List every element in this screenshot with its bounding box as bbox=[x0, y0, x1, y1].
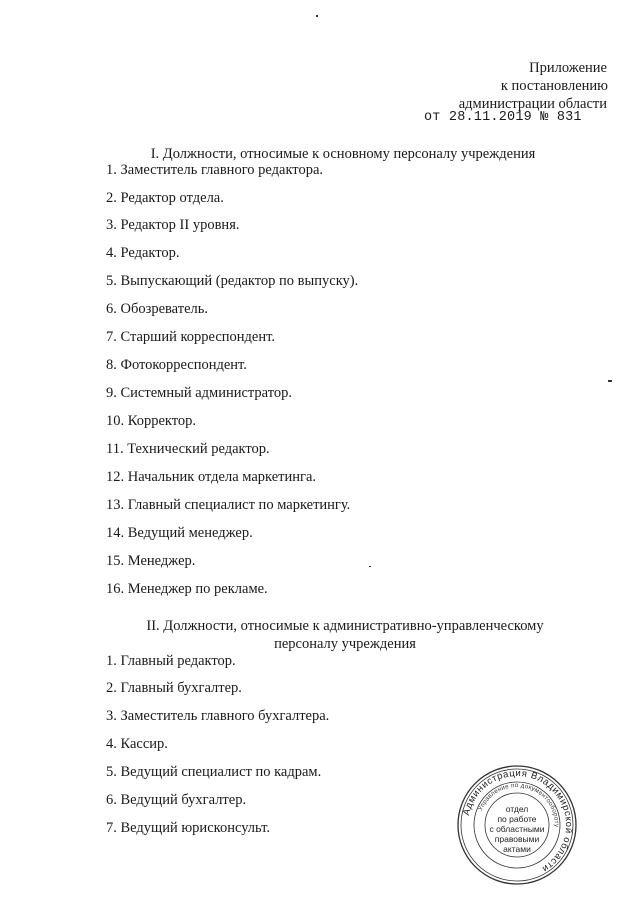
header-appendix-label: Приложение bbox=[529, 60, 607, 76]
section-1-item: 11. Технический редактор. bbox=[106, 441, 270, 457]
stamp-line: актами bbox=[503, 844, 531, 854]
section-1-item: 15. Менеджер. bbox=[106, 553, 196, 569]
section-2-item: 1. Главный редактор. bbox=[106, 653, 236, 669]
section-1-item: 13. Главный специалист по маркетингу. bbox=[106, 497, 351, 513]
section-1-item: 7. Старший корреспондент. bbox=[106, 329, 275, 345]
section-1-item: 14. Ведущий менеджер. bbox=[106, 525, 253, 541]
section-1-item: 6. Обозреватель. bbox=[106, 301, 208, 317]
section-1-item: 3. Редактор II уровня. bbox=[106, 217, 240, 233]
section-2-title-line-1: II. Должности, относимые к административно-управленческому bbox=[146, 618, 544, 634]
section-2-item: 5. Ведущий специалист по кадрам. bbox=[106, 764, 322, 780]
section-1-item: 8. Фотокорреспондент. bbox=[106, 357, 247, 373]
section-2-item: 3. Заместитель главного бухгалтера. bbox=[106, 708, 330, 724]
section-1-title: I. Должности, относимые к основному персоналу учреждения bbox=[150, 146, 536, 162]
stamp-center-text bbox=[482, 804, 552, 854]
section-1-item: 1. Заместитель главного редактора. bbox=[106, 162, 324, 178]
stamp-line: по работе bbox=[497, 814, 537, 824]
section-2-item: 4. Кассир. bbox=[106, 736, 168, 752]
section-1-item: 5. Выпускающий (редактор по выпуску). bbox=[106, 273, 359, 289]
header-date-number: от 28.11.2019 № 831 bbox=[424, 110, 582, 125]
section-1-item: 16. Менеджер по рекламе. bbox=[106, 581, 268, 597]
scan-speck bbox=[316, 15, 318, 17]
stamp-ring-text: Администрация Владимирской области bbox=[461, 767, 575, 875]
stamp-line: правовыми bbox=[494, 834, 540, 844]
section-2-title bbox=[106, 617, 584, 653]
header-resolution-label: к постановлению bbox=[500, 78, 608, 94]
stamp-line: с областными bbox=[489, 824, 545, 834]
section-2-item: 2. Главный бухгалтер. bbox=[106, 680, 242, 696]
section-1-item: 2. Редактор отдела. bbox=[106, 190, 224, 206]
scan-speck bbox=[608, 380, 612, 382]
stamp-line: отдел bbox=[505, 804, 529, 814]
appendix-header bbox=[459, 59, 607, 113]
official-stamp bbox=[456, 764, 578, 886]
section-2-item: 6. Ведущий бухгалтер. bbox=[106, 792, 247, 808]
section-1-item: 12. Начальник отдела маркетинга. bbox=[106, 469, 317, 485]
section-2-item: 7. Ведущий юрисконсульт. bbox=[106, 820, 270, 836]
section-1-item: 10. Корректор. bbox=[106, 413, 197, 429]
section-1-item: 9. Системный администратор. bbox=[106, 385, 293, 401]
stamp-inner-ring-text: Управление по документообороту bbox=[477, 781, 561, 828]
section-1-item: 4. Редактор. bbox=[106, 245, 180, 261]
section-2-title-line-2: персоналу учреждения bbox=[274, 636, 416, 652]
header-authority-label: администрации области bbox=[458, 96, 607, 112]
scan-speck bbox=[369, 566, 371, 567]
